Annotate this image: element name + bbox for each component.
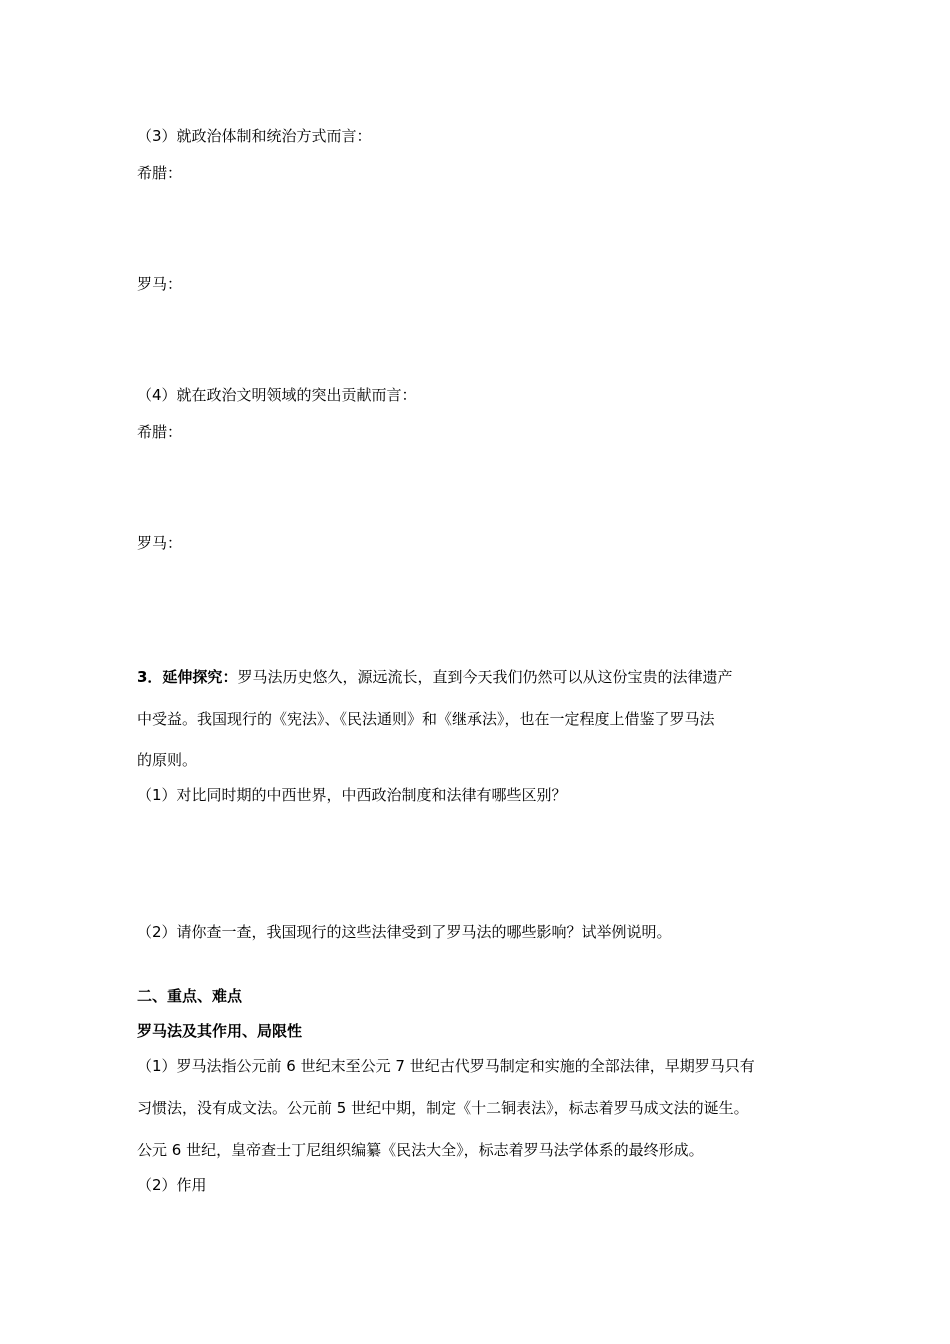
extension-paragraph-line-1: [137, 667, 732, 687]
roman-law-line-2: 习惯法，没有成文法。公元前 5 世纪中期，制定《十二铜表法》，标志着罗马成文法的诞生。: [137, 1099, 749, 1117]
q3-greece-label: 希腊：: [137, 164, 183, 182]
extension-text-1: 罗马法历史悠久，源远流长，直到今天我们仍然可以从这份宝贵的法律遗产: [237, 668, 733, 686]
question-3: （3）就政治体制和统治方式而言：: [137, 127, 372, 145]
extension-question-2: （2）请你查一查，我国现行的这些法律受到了罗马法的哪些影响？试举例说明。: [137, 923, 672, 941]
extension-heading: 3．延伸探究：: [137, 668, 238, 686]
roman-law-line-1: （1）罗马法指公元前 6 世纪末至公元 7 世纪古代罗马制定和实施的全部法律，早期罗马只有: [137, 1057, 755, 1075]
q3-rome-label: 罗马：: [137, 275, 183, 293]
question-4: （4）就在政治文明领域的突出贡献而言：: [137, 386, 417, 404]
q4-greece-label: 希腊：: [137, 423, 183, 441]
extension-paragraph-line-2: 中受益。我国现行的《宪法》、《民法通则》和《继承法》，也在一定程度上借鉴了罗马法: [137, 710, 715, 728]
subheading-roman-law: 罗马法及其作用、局限性: [137, 1022, 303, 1040]
section-heading-key-points: 二、重点、难点: [137, 987, 243, 1005]
roman-law-point-2: （2）作用: [137, 1176, 207, 1194]
roman-law-line-3: 公元 6 世纪，皇帝查士丁尼组织编纂《民法大全》，标志着罗马法学体系的最终形成。: [137, 1141, 704, 1159]
q4-rome-label: 罗马：: [137, 534, 183, 552]
extension-question-1: （1）对比同时期的中西世界，中西政治制度和法律有哪些区别？: [137, 786, 567, 804]
extension-paragraph-line-3: 的原则。: [137, 751, 198, 769]
